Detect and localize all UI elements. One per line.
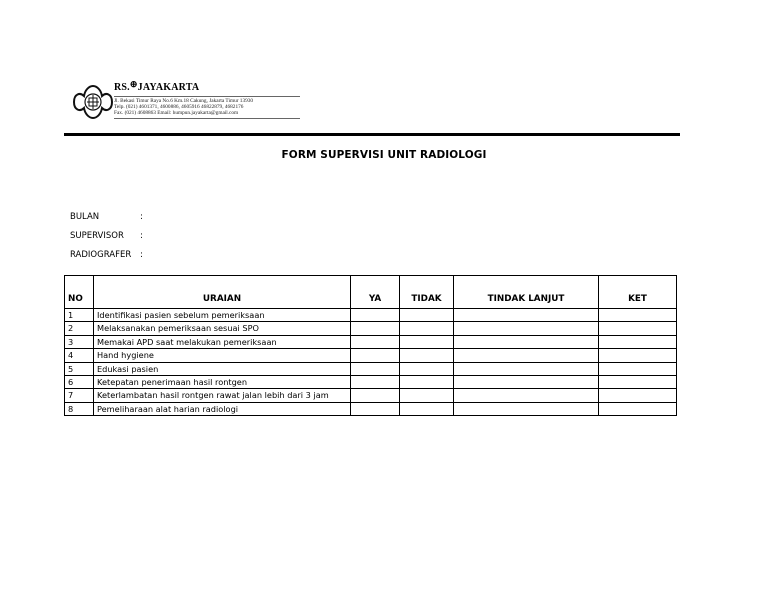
address-line: Jl. Bekasi Timur Raya No.6 Km.18 Cakung, Jakarta Timur 13930 (114, 98, 254, 104)
supervision-table (64, 275, 677, 416)
row-uraian: Hand hygiene (94, 349, 351, 362)
table-row (65, 349, 677, 362)
cell-tindak-lanjut[interactable] (454, 322, 599, 335)
cell-ya[interactable] (351, 349, 400, 362)
cell-tidak[interactable] (400, 376, 454, 389)
cell-ya[interactable] (351, 389, 400, 402)
cell-ya[interactable] (351, 309, 400, 322)
cell-ket[interactable] (599, 402, 677, 415)
field-radiografer (70, 249, 143, 261)
col-header-uraian: URAIAN (94, 276, 351, 309)
hospital-name: RS.⊕JAYAKARTA (114, 79, 200, 93)
row-uraian: Ketepatan penerimaan hasil rontgen (94, 376, 351, 389)
field-separator: : (140, 250, 143, 260)
row-uraian: Pemeliharaan alat harian radiologi (94, 402, 351, 415)
cell-ya[interactable] (351, 402, 400, 415)
cell-tindak-lanjut[interactable] (454, 376, 599, 389)
cell-ket[interactable] (599, 309, 677, 322)
phone-line: Telp. (021) 4601371, 4600886, 4605916 46822879, 4682176 (114, 104, 244, 111)
table-row (65, 322, 677, 335)
letterhead (70, 80, 310, 128)
field-label: RADIOGRAFER (70, 250, 132, 260)
table-row (65, 309, 677, 322)
row-no: 2 (65, 322, 94, 335)
cell-ket[interactable] (599, 322, 677, 335)
row-uraian: Identifikasi pasien sebelum pemeriksaan (94, 309, 351, 322)
field-separator: : (140, 212, 143, 222)
row-no: 4 (65, 349, 94, 362)
row-no: 5 (65, 362, 94, 375)
cell-ya[interactable] (351, 362, 400, 375)
hospital-logo-icon (70, 82, 116, 122)
col-header-tindak-lanjut: TINDAK LANJUT (454, 276, 599, 309)
cell-tidak[interactable] (400, 402, 454, 415)
cell-tidak[interactable] (400, 335, 454, 348)
cell-tindak-lanjut[interactable] (454, 402, 599, 415)
table-row (65, 402, 677, 415)
plus-circle-icon: ⊕ (129, 79, 138, 89)
row-uraian: Melaksanakan pemeriksaan sesuai SPO (94, 322, 351, 335)
table-row (65, 389, 677, 402)
form-title: FORM SUPERVISI UNIT RADIOLOGI (281, 149, 487, 161)
row-no: 6 (65, 376, 94, 389)
row-uraian: Memakai APD saat melakukan pemeriksaan (94, 335, 351, 348)
col-header-no: NO (65, 276, 94, 309)
row-uraian: Edukasi pasien (94, 362, 351, 375)
table-row (65, 362, 677, 375)
cell-ya[interactable] (351, 322, 400, 335)
cell-tindak-lanjut[interactable] (454, 349, 599, 362)
field-label: SUPERVISOR (70, 231, 124, 241)
cell-ket[interactable] (599, 362, 677, 375)
cell-tidak[interactable] (400, 362, 454, 375)
cell-ket[interactable] (599, 349, 677, 362)
table-header-row (65, 276, 677, 309)
cell-ya[interactable] (351, 335, 400, 348)
table-row (65, 376, 677, 389)
col-header-tidak: TIDAK (400, 276, 454, 309)
cell-ket[interactable] (599, 389, 677, 402)
field-supervisor (70, 230, 143, 242)
row-no: 3 (65, 335, 94, 348)
cell-tindak-lanjut[interactable] (454, 389, 599, 402)
row-uraian: Keterlambatan hasil rontgen rawat jalan lebih dari 3 jam (94, 389, 351, 402)
cell-tidak[interactable] (400, 349, 454, 362)
col-header-ket: KET (599, 276, 677, 309)
table-row (65, 335, 677, 348)
cell-tindak-lanjut[interactable] (454, 362, 599, 375)
fax-email-line: Fax. (021) 4608863 Email: humpun.jayakarta@gmail.com (114, 110, 239, 117)
field-separator: : (140, 231, 143, 241)
row-no: 8 (65, 402, 94, 415)
header-divider (64, 133, 680, 136)
cell-tindak-lanjut[interactable] (454, 309, 599, 322)
cell-ket[interactable] (599, 376, 677, 389)
cell-tidak[interactable] (400, 309, 454, 322)
field-bulan (70, 211, 143, 223)
cell-tidak[interactable] (400, 389, 454, 402)
cell-tidak[interactable] (400, 322, 454, 335)
field-label: BULAN (70, 212, 100, 222)
cell-ket[interactable] (599, 335, 677, 348)
col-header-ya: YA (351, 276, 400, 309)
hospital-address (114, 96, 300, 119)
cell-tindak-lanjut[interactable] (454, 335, 599, 348)
row-no: 1 (65, 309, 94, 322)
cell-ya[interactable] (351, 376, 400, 389)
row-no: 7 (65, 389, 94, 402)
